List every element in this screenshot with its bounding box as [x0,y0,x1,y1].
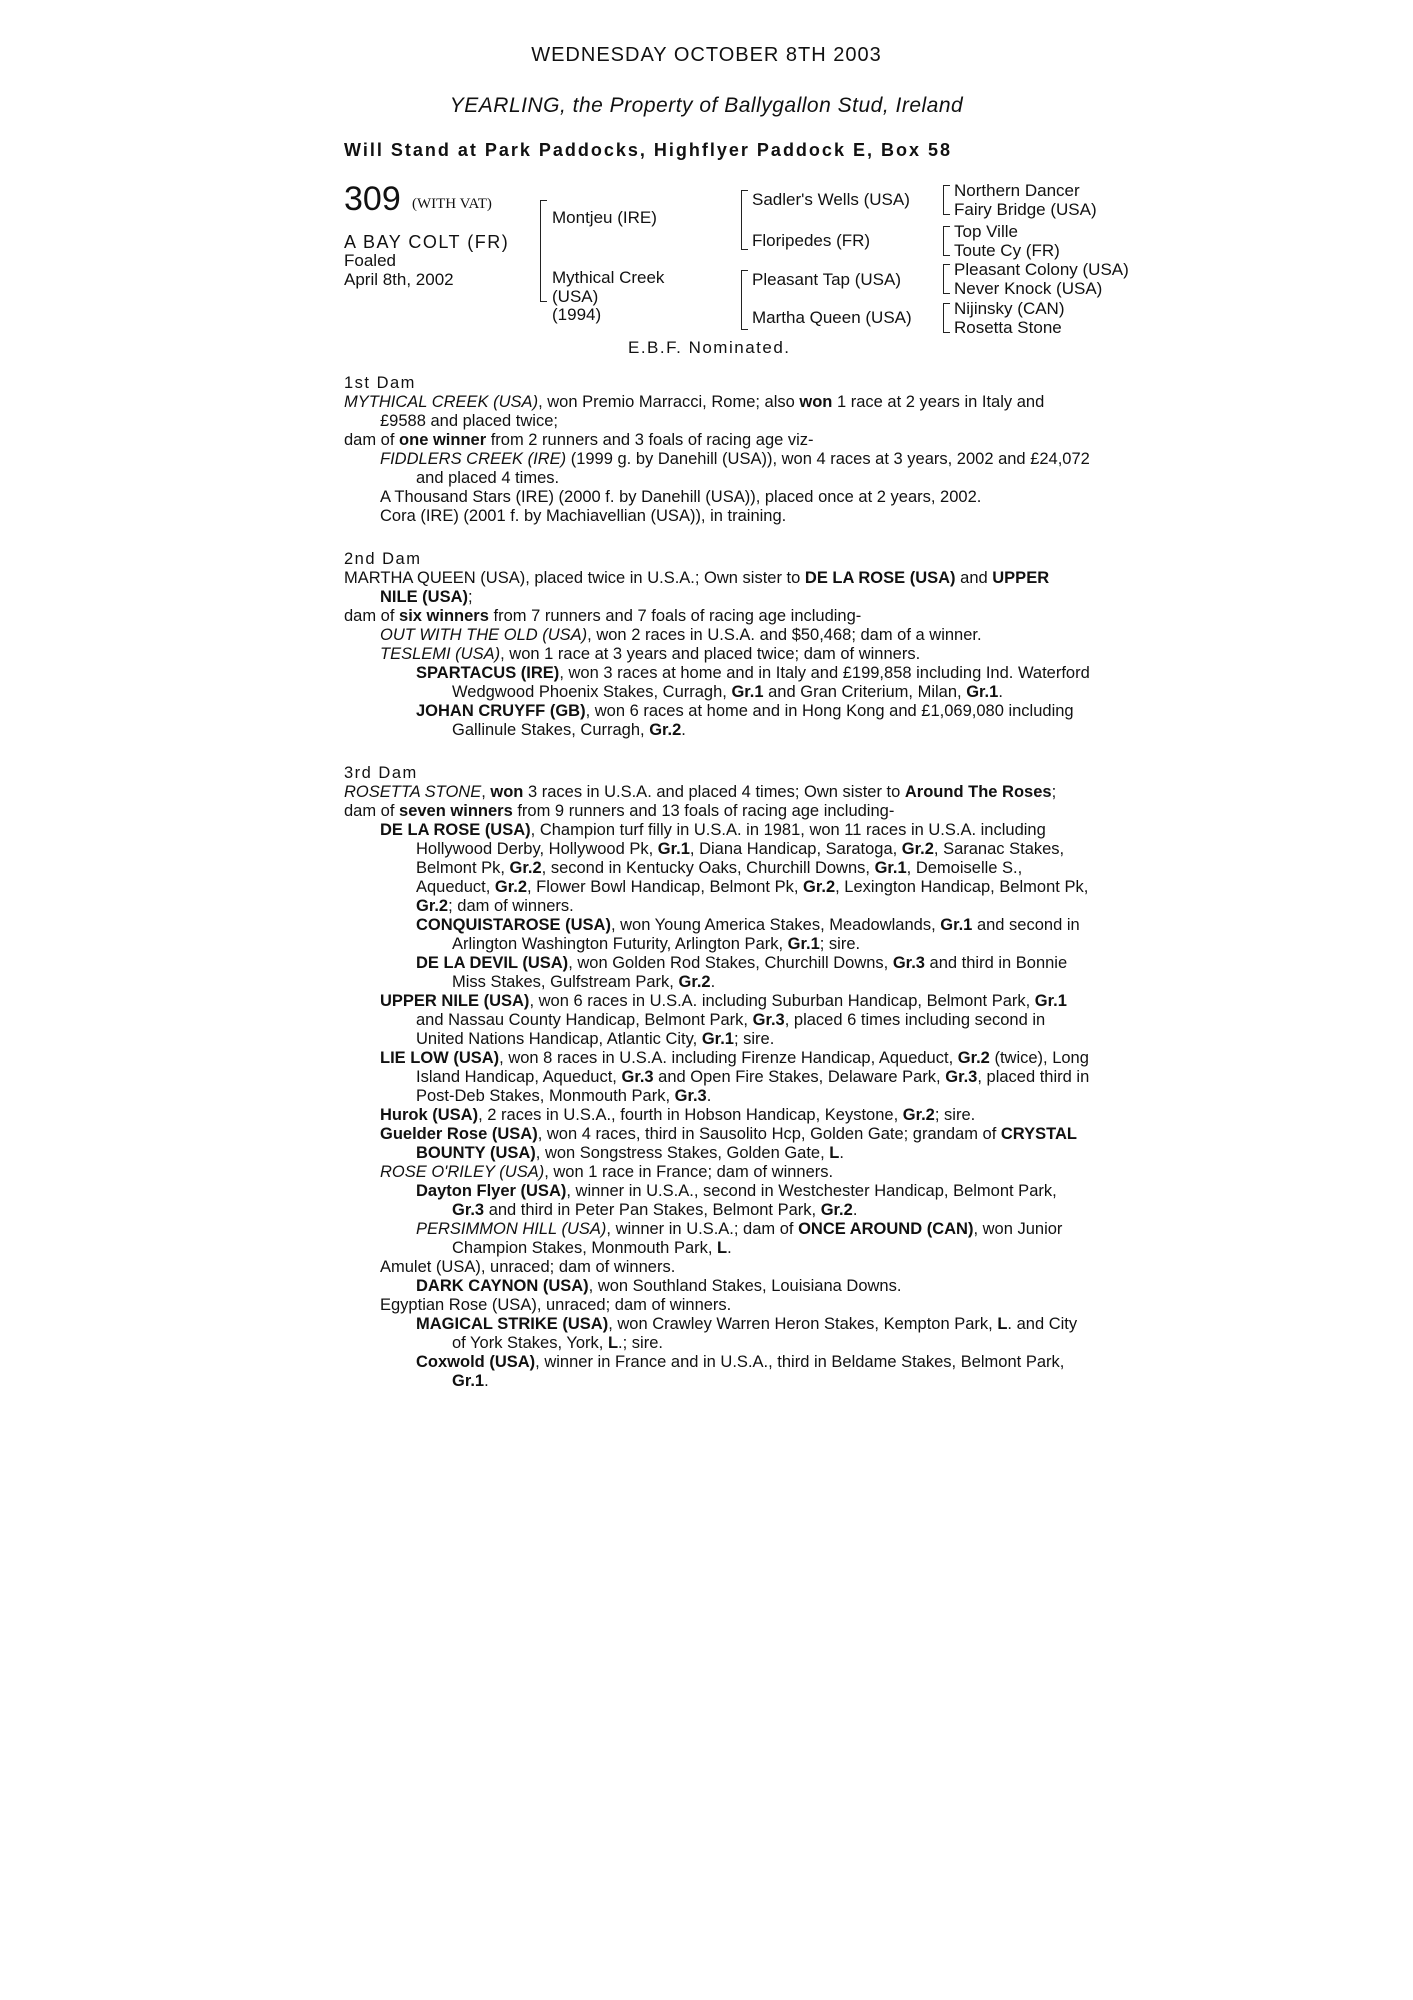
ebf-nominated: E.B.F. Nominated. [628,338,791,357]
pedigree-g4: Toute Cy (FR) [954,241,1060,260]
pedigree-brace-g1 [943,185,950,215]
pedigree-sire-sire: Sadler's Wells (USA) [752,190,910,209]
dam3-heading: 3rd Dam [344,764,418,782]
dam3-foal-lie-low: LIE LOW (USA), won 8 races in U.S.A. including Firenze Handicap, Aqueduct, Gr.2 (twice), Long Island Handicap, Aqueduct, Gr.3 and Open Fire Stakes, Delaware Park, Gr.3, placed third in Post-Deb Stakes, Monmouth Park, Gr.3. [380,1049,1090,1105]
dam3-produce: dam of seven winners from 9 runners and 13 foals of racing age including- [344,802,895,820]
pedigree-dam-2: (USA) [552,287,599,306]
dam2-grandfoal-2: JOHAN CRUYFF (GB), won 6 races at home and in Hong Kong and £1,069,080 including Gallinule Stakes, Curragh, Gr.2. [416,702,1074,739]
pedigree-dam-dam: Martha Queen (USA) [752,308,912,327]
dam3-grandfoal-magical-strike: MAGICAL STRIKE (USA), won Crawley Warren Heron Stakes, Kempton Park, L. and City of York Stakes, York, L.; sire. [416,1315,1078,1352]
dam3-foal-de-la-rose: DE LA ROSE (USA), Champion turf filly in U.S.A. in 1981, won 11 races in U.S.A. including Hollywood Derby, Hollywood Pk, Gr.1, Diana Handicap, Saratoga, Gr.2, Saranac Stakes, Belmont Pk, Gr.2, second in Kentucky Oaks, Churchill Downs, Gr.1, Demoiselle S., Aqueduct, Gr.2, Flower Bowl Handicap, Belmont Pk, Gr.2, Lexington Handicap, Belmont Pk, Gr.2; dam of winners. [380,821,1089,915]
dam3-grandfoal-dayton-flyer: Dayton Flyer (USA), winner in U.S.A., second in Westchester Handicap, Belmont Park, Gr.3 and third in Peter Pan Stakes, Belmont Park, Gr.2. [416,1182,1057,1219]
sale-date: WEDNESDAY OCTOBER 8TH 2003 [531,44,882,66]
pedigree-dam-3: (1994) [552,305,602,324]
dam2-grandfoal-1: SPARTACUS (IRE), won 3 races at home and in Italy and £199,858 including Ind. Waterford Wedgwood Phoenix Stakes, Curragh, Gr.1 and Gran Criterium, Milan, Gr.1. [416,664,1090,701]
stand-location: Will Stand at Park Paddocks, Highflyer Paddock E, Box 58 [344,140,952,160]
dam3-foal-upper-nile: UPPER NILE (USA), won 6 races in U.S.A. including Suburban Handicap, Belmont Park, Gr.1 and Nassau County Handicap, Belmont Park, Gr.3, placed 6 times including second in United Nations Handicap, Atlantic City, Gr.1; sire. [380,992,1067,1048]
pedigree-g2: Fairy Bridge (USA) [954,200,1097,219]
lot-description: A BAY COLT (FR) [344,232,510,252]
dam1-heading: 1st Dam [344,374,416,392]
pedigree-g6: Never Knock (USA) [954,279,1103,298]
dam3-foal-hurok: Hurok (USA), 2 races in U.S.A., fourth in Hobson Handicap, Keystone, Gr.2; sire. [380,1106,976,1124]
pedigree-brace-dam [741,270,748,330]
dam1-foal-3: Cora (IRE) (2001 f. by Machiavellian (USA)), in training. [380,507,787,525]
foaled-label: Foaled [344,251,396,270]
dam3-foal-amulet: Amulet (USA), unraced; dam of winners. [380,1258,676,1276]
dam2-record: MARTHA QUEEN (USA), placed twice in U.S.A.; Own sister to DE LA ROSE (USA) and UPPER NILE (USA); [344,569,1050,606]
pedigree-brace-g3 [943,264,950,294]
pedigree-g5: Pleasant Colony (USA) [954,260,1129,279]
dam3-grandfoal-de-la-devil: DE LA DEVIL (USA), won Golden Rod Stakes, Churchill Downs, Gr.3 and third in Bonnie Miss Stakes, Gulfstream Park, Gr.2. [416,954,1068,991]
pedigree-g7: Nijinsky (CAN) [954,299,1065,318]
dam3-foal-rose-oriley: ROSE O'RILEY (USA), won 1 race in France; dam of winners. [380,1163,834,1181]
dam3-grandfoal-dark-caynon: DARK CAYNON (USA), won Southland Stakes, Louisiana Downs. [416,1277,902,1295]
dam1-foal-2: A Thousand Stars (IRE) (2000 f. by Danehill (USA)), placed once at 2 years, 2002. [380,488,982,506]
dam3-foal-egyptian-rose: Egyptian Rose (USA), unraced; dam of winners. [380,1296,732,1314]
dam3-grandfoal-persimmon-hill: PERSIMMON HILL (USA), winner in U.S.A.; dam of ONCE AROUND (CAN), won Junior Champion Stakes, Monmouth Park, L. [416,1220,1063,1257]
foaled-date: April 8th, 2002 [344,270,454,289]
pedigree-brace-sire [741,190,748,250]
pedigree-g1: Northern Dancer [954,181,1080,200]
pedigree-g8: Rosetta Stone [954,318,1062,337]
dam1-record: MYTHICAL CREEK (USA), won Premio Marracci, Rome; also won 1 race at 2 years in Italy and £9588 and placed twice; [344,393,1045,430]
lot-number: 309 [344,180,401,218]
dam3-record: ROSETTA STONE, won 3 races in U.S.A. and placed 4 times; Own sister to Around The Roses; [344,783,1057,801]
pedigree-sire: Montjeu (IRE) [552,208,657,227]
property-line: YEARLING, the Property of Ballygallon Stud, Ireland [449,94,964,117]
pedigree-dam-1: Mythical Creek [552,268,665,287]
dam1-produce: dam of one winner from 2 runners and 3 foals of racing age viz- [344,431,814,449]
dam1-name: MYTHICAL CREEK (USA) [344,393,539,411]
pedigree-brace-main [540,200,547,302]
dam1-foal-1: FIDDLERS CREEK (IRE) (1999 g. by Danehill (USA)), won 4 races at 3 years, 2002 and £24,072 and placed 4 times. [380,450,1090,487]
dam3-grandfoal-coxwold: Coxwold (USA), winner in France and in U.S.A., third in Beldame Stakes, Belmont Park, Gr.1. [416,1353,1065,1390]
pedigree-brace-g4 [943,303,950,333]
pedigree-brace-g2 [943,226,950,256]
dam3-grandfoal-conquistarose: CONQUISTAROSE (USA), won Young America Stakes, Meadowlands, Gr.1 and second in Arlington Washington Futurity, Arlington Park, Gr.1; sire. [416,916,1080,953]
dam2-foal-2: TESLEMI (USA), won 1 race at 3 years and placed twice; dam of winners. [380,645,921,663]
pedigree-sire-dam: Floripedes (FR) [752,231,871,250]
dam2-foal-1: OUT WITH THE OLD (USA), won 2 races in U.S.A. and $50,468; dam of a winner. [380,626,982,644]
vat-note: (WITH VAT) [412,196,492,212]
pedigree-dam-sire: Pleasant Tap (USA) [752,270,901,289]
dam2-heading: 2nd Dam [344,550,422,568]
catalogue-body [344,374,1090,1391]
dam2-produce: dam of six winners from 7 runners and 7 foals of racing age including- [344,607,862,625]
pedigree-g3: Top Ville [954,222,1018,241]
dam3-foal-guelder-rose: Guelder Rose (USA), won 4 races, third in Sausolito Hcp, Golden Gate; grandam of CRYSTAL BOUNTY (USA), won Songstress Stakes, Golden Gate, L. [380,1125,1077,1162]
